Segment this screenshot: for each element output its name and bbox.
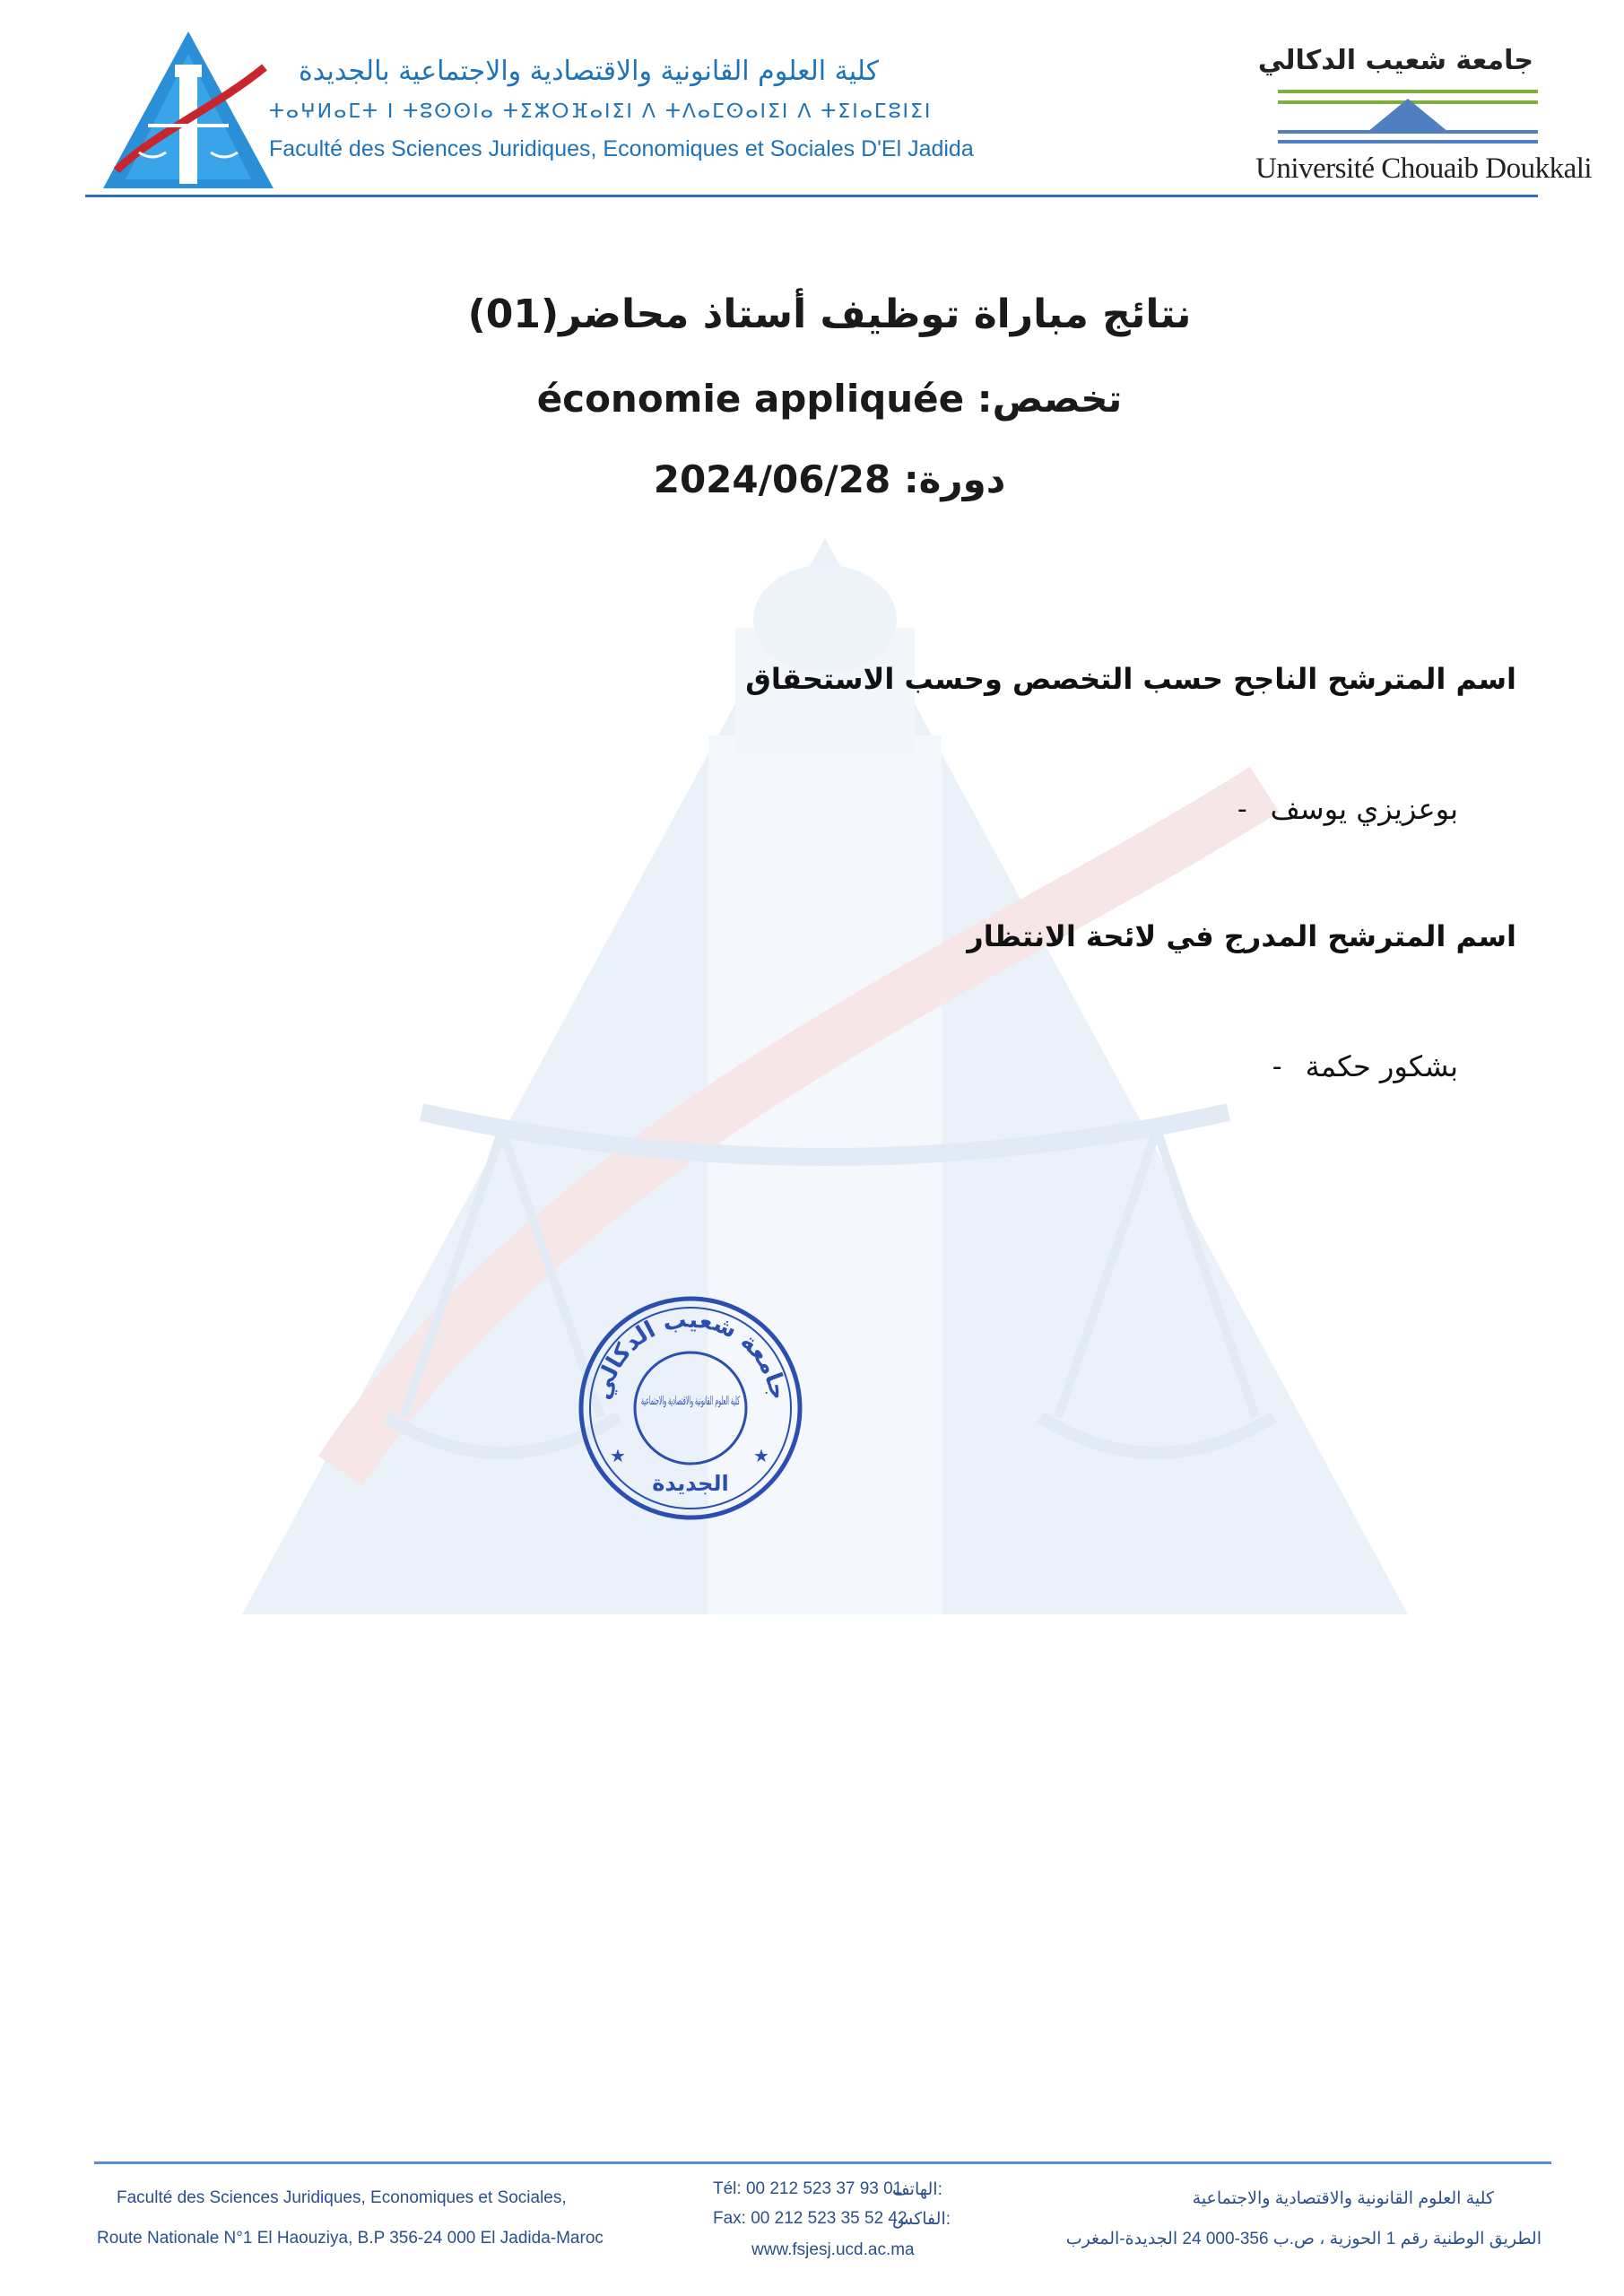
footer-faculty-name-french: Faculté des Sciences Juridiques, Economiques et Sociales,: [117, 2188, 567, 2207]
document-title: نتائج مباراة توظيف أستاذ محاضر(01): [467, 291, 1192, 337]
university-name-arabic: جامعة شعيب الدكالي: [1257, 45, 1533, 76]
footer-website: www.fsjesj.ucd.ac.ma: [751, 2240, 915, 2259]
faculty-name-arabic: كلية العلوم القانونية والاقتصادية والاجتماعية بالجديدة: [299, 56, 879, 87]
list-item: [1238, 792, 1458, 826]
session-date-line: دورة: 2024/06/28: [653, 457, 1006, 501]
list-marker: -: [1237, 793, 1247, 825]
university-name-french: Université Chouaib Doukkali: [1255, 152, 1593, 185]
header-divider: [85, 195, 1538, 197]
footer-phone-label-arabic: :الهاتف: [892, 2180, 942, 2199]
section-heading-waiting-list: اسم المترشح المدرج في لائحة الانتظار: [967, 919, 1516, 953]
footer-address-arabic: الطريق الوطنية رقم 1 الحوزية ، ص.ب 356-000 24 الجديدة-المغرب: [1065, 2230, 1541, 2248]
footer-phone: Tél: 00 212 523 37 93 01: [713, 2179, 903, 2198]
faculty-name-tifinagh: ⵜⴰⵖⵍⴰⵎⵜ ⵏ ⵜⵓⵙⵙⵏⴰ ⵜⵉⵣⵔⴼⴰⵏⵉⵏ ⴷ ⵜⴷⴰⵎⵙⴰⵏⵉⵏ ⴷ ⵜⵉⵏⴰⵎⵓⵏⵉⵏ: [269, 100, 933, 123]
faculty-name-french: Faculté des Sciences Juridiques, Economiques et Sociales D'El Jadida: [269, 136, 974, 161]
stamp-star-icon: ★: [753, 1445, 769, 1466]
footer-fax: Fax: 00 212 523 35 52 42: [713, 2209, 908, 2228]
footer-faculty-name-arabic: كلية العلوم القانونية والاقتصادية والاجتماعية: [1192, 2189, 1494, 2208]
footer-fax-label-arabic: :الفاكس: [892, 2210, 951, 2229]
stamp-bottom-text: الجديدة: [652, 1471, 729, 1496]
university-logo-mark: [1273, 83, 1542, 145]
svg-text:جامعة شعيب الدكالي: [589, 1306, 792, 1402]
specialty-line: تخصص: économie appliquée: [536, 377, 1123, 421]
faculty-logo: [99, 27, 278, 193]
stamp-outer-text: جامعة شعيب الدكالي: [589, 1306, 792, 1403]
footer-divider: [94, 2161, 1551, 2164]
stamp-star-icon: ★: [610, 1445, 626, 1466]
list-marker: -: [1272, 1050, 1282, 1083]
official-stamp: [574, 1292, 807, 1525]
footer-address-french: Route Nationale N°1 El Haouziya, B.P 356-24 000 El Jadida-Maroc: [97, 2229, 604, 2248]
candidate-name-successful: بوعزيزي يوسف: [1270, 792, 1458, 826]
stamp-inner-text: كلية العلوم القانونية والاقتصادية والاجتماعية: [641, 1395, 741, 1408]
list-item: [1272, 1049, 1458, 1083]
candidate-name-waiting: بشكور حكمة: [1305, 1049, 1458, 1083]
section-heading-successful-candidate: اسم المترشح الناجح حسب التخصص وحسب الاستحقاق: [745, 662, 1516, 696]
